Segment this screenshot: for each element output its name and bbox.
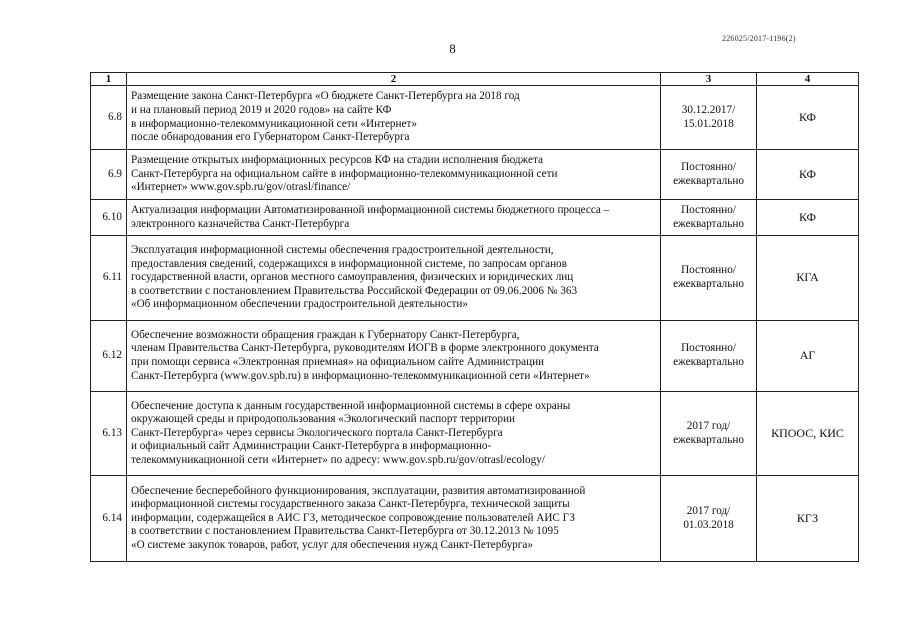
row-activity: Обеспечение бесперебойного функционирования, эксплуатации, развития автоматизированной информационной системы государственного заказа Санкт-Петербурга, технической защиты информации, содержащейся в АИС ГЗ, методическое сопровождение пользователей АИС ГЗ в соответствии с постановлением Правительства Санкт-Петербурга от 30.12.2013 № 1095 «О системе закупок товаров, работ, услуг для обеспечения нужд Санкт-Петербурга»	[127, 476, 661, 562]
row-executor: КФ	[757, 150, 859, 200]
row-executor: КГА	[757, 236, 859, 321]
table-row	[91, 236, 859, 321]
row-number: 6.9	[91, 150, 127, 200]
row-activity: Обеспечение возможности обращения граждан к Губернатору Санкт-Петербурга, членам Правительства Санкт-Петербурга, руководителям ИОГВ в форме электронного документа при помощи сервиса «Электронная приемная» на официальном сайте Администрации Санкт-Петербурга (www.gov.spb.ru) в информационно-телекоммуникационной сети «Интернет»	[127, 321, 661, 392]
row-number: 6.8	[91, 86, 127, 150]
table-row	[91, 392, 859, 476]
row-number: 6.11	[91, 236, 127, 321]
row-executor: КФ	[757, 86, 859, 150]
table-row	[91, 200, 859, 236]
table-row	[91, 476, 859, 562]
row-term: Постоянно/ ежеквартально	[661, 150, 757, 200]
row-activity: Эксплуатация информационной системы обеспечения градостроительной деятельности, предоставления сведений, содержащихся в информационной системе, по запросам органов государственной власти, органов местного самоуправления, физических и юридических лиц в соответствии с постановлением Правительства Российской Федерации от 09.06.2006 № 363 «Об информационном обеспечении градостроительной деятельности»	[127, 236, 661, 321]
row-number: 6.14	[91, 476, 127, 562]
table-row	[91, 150, 859, 200]
row-activity: Актуализация информации Автоматизированной информационной системы бюджетного процесса – электронного казначейства Санкт-Петербурга	[127, 200, 661, 236]
row-number: 6.12	[91, 321, 127, 392]
row-number: 6.10	[91, 200, 127, 236]
row-executor: КФ	[757, 200, 859, 236]
activity-plan-table	[90, 72, 859, 562]
row-term: Постоянно/ ежеквартально	[661, 321, 757, 392]
row-executor: КГЗ	[757, 476, 859, 562]
page-number: 8	[449, 41, 456, 56]
row-executor: КПООС, КИС	[757, 392, 859, 476]
column-header-activity: 2	[127, 73, 661, 86]
row-term: 30.12.2017/ 15.01.2018	[661, 86, 757, 150]
row-activity: Размещение закона Санкт-Петербурга «О бюджете Санкт-Петербурга на 2018 год и на плановый период 2019 и 2020 годов» на сайте КФ в информационно-телекоммуникационной сети «Интернет» после обнародования его Губернатором Санкт-Петербурга	[127, 86, 661, 150]
row-term: Постоянно/ ежеквартально	[661, 236, 757, 321]
column-header-number: 1	[91, 73, 127, 86]
row-executor: АГ	[757, 321, 859, 392]
column-header-executor: 4	[757, 73, 859, 86]
row-activity: Обеспечение доступа к данным государственной информационной системы в сфере охраны окружающей среды и природопользования «Экологический паспорт территории Санкт-Петербурга» через сервисы Экологического портала Санкт-Петербурга и официальный сайт Администрации Санкт-Петербурга в информационно- телекоммуникационной сети «Интернет» по адресу: www.gov.spb.ru/gov/otrasl/ecology/	[127, 392, 661, 476]
row-number: 6.13	[91, 392, 127, 476]
table-row	[91, 321, 859, 392]
row-term: 2017 год/ 01.03.2018	[661, 476, 757, 562]
table-header-row	[91, 73, 859, 86]
column-header-term: 3	[661, 73, 757, 86]
document-reference-number: 226025/2017-1196(2)	[722, 34, 796, 43]
row-activity: Размещение открытых информационных ресурсов КФ на стадии исполнения бюджета Санкт-Петербурга на официальном сайте в информационно-телекоммуникационной сети «Интернет» www.gov.spb.ru/gov/otrasl/finance/	[127, 150, 661, 200]
row-term: Постоянно/ ежеквартально	[661, 200, 757, 236]
table-row	[91, 86, 859, 150]
row-term: 2017 год/ ежеквартально	[661, 392, 757, 476]
